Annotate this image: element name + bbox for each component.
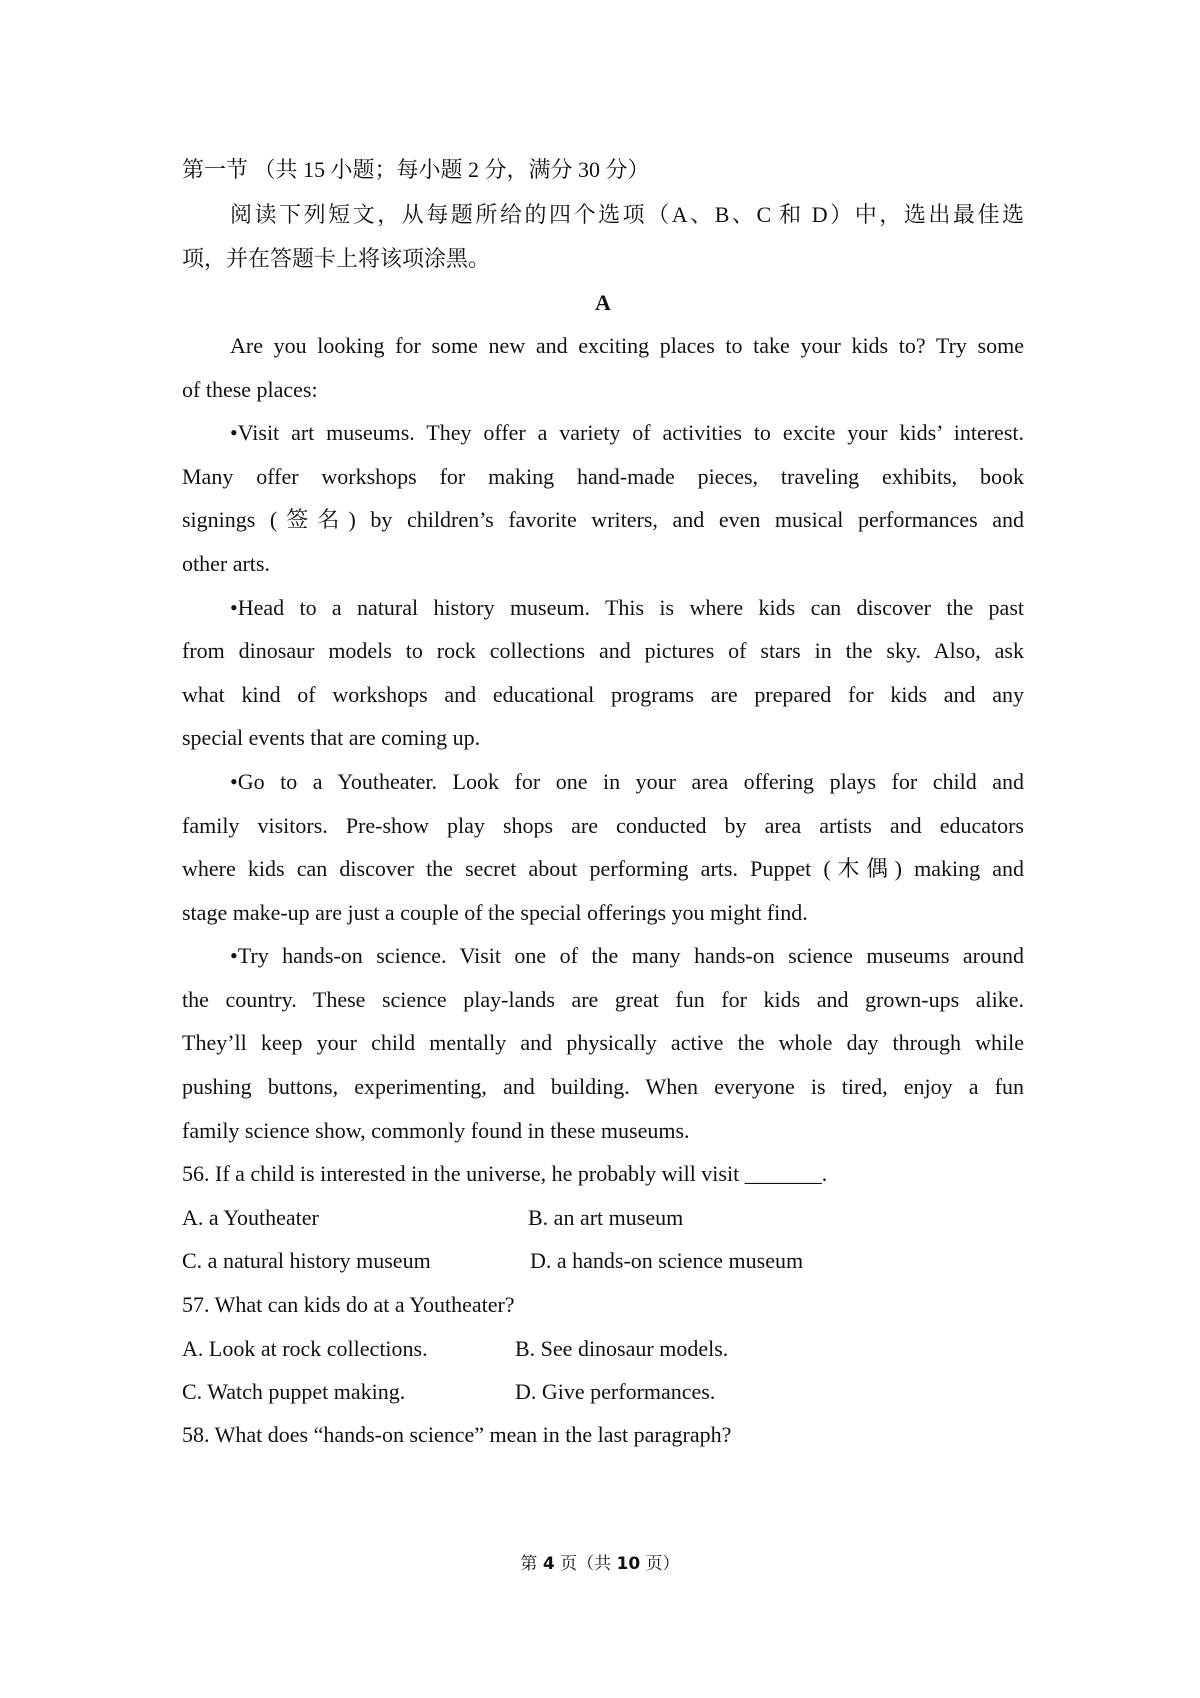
passage-line: •Try hands-on science. Visit one of the many hands-on science museums around <box>230 943 1024 968</box>
passage-line: •Go to a Youtheater. Look for one in your area offering plays for child and <box>230 769 1024 794</box>
footer-suffix: 页） <box>645 1554 680 1574</box>
passage-line: special events that are coming up. <box>182 725 481 750</box>
section-heading: 第一节 （共 15 小题；每小题 2 分，满分 30 分） <box>182 157 650 182</box>
passage-line: where kids can discover the secret about performing arts. Puppet (木偶) making and <box>182 856 1024 881</box>
question-56-option-c: C. a natural history museum <box>182 1248 431 1273</box>
passage-line: other arts. <box>182 551 270 576</box>
instruction-line-2: 项，并在答题卡上将该项涂黑。 <box>182 246 491 271</box>
page-footer <box>0 1552 1200 1576</box>
question-56-option-d: D. a hands-on science museum <box>530 1248 804 1273</box>
passage-line: •Visit art museums. They offer a variety of activities to excite your kids’ interest. <box>230 420 1024 445</box>
passage-line: of these places: <box>182 377 318 402</box>
passage-line: signings (签名) by children’s favorite writers, and even musical performances and <box>182 507 1024 532</box>
passage-line: family visitors. Pre-show play shops are conducted by area artists and educators <box>182 813 1024 838</box>
passage-line: from dinosaur models to rock collections and pictures of stars in the sky. Also, ask <box>182 638 1024 663</box>
passage-line: family science show, commonly found in these museums. <box>182 1118 690 1143</box>
footer-total-pages: 10 <box>616 1554 641 1574</box>
question-57-option-c: C. Watch puppet making. <box>182 1379 406 1404</box>
passage-line: Are you looking for some new and exciting places to take your kids to? Try some <box>230 333 1024 358</box>
passage-line: stage make-up are just a couple of the special offerings you might find. <box>182 900 808 925</box>
footer-middle: 页（共 <box>560 1554 612 1574</box>
footer-prefix: 第 <box>520 1554 538 1574</box>
question-56-option-b: B. an art museum <box>528 1205 684 1230</box>
passage-line: They’ll keep your child mentally and physically active the whole day through while <box>182 1030 1024 1055</box>
question-56-option-a: A. a Youtheater <box>182 1205 319 1230</box>
question-57-option-d: D. Give performances. <box>515 1379 716 1404</box>
question-57-stem: 57. What can kids do at a Youtheater? <box>182 1292 515 1317</box>
question-56-stem: 56. If a child is interested in the universe, he probably will visit _______. <box>182 1161 828 1186</box>
instruction-line-1: 阅读下列短文，从每题所给的四个选项（A、B、C 和 D）中，选出最佳选 <box>230 202 1024 227</box>
footer-page-number: 4 <box>542 1554 555 1574</box>
passage-label: A <box>595 290 611 315</box>
passage-line: the country. These science play-lands are great fun for kids and grown-ups alike. <box>182 987 1024 1012</box>
passage-line: Many offer workshops for making hand-made pieces, traveling exhibits, book <box>182 464 1024 489</box>
question-57-option-b: B. See dinosaur models. <box>515 1336 729 1361</box>
question-57-option-a: A. Look at rock collections. <box>182 1336 428 1361</box>
passage-line: what kind of workshops and educational programs are prepared for kids and any <box>182 682 1024 707</box>
question-58-stem: 58. What does “hands-on science” mean in the last paragraph? <box>182 1422 732 1447</box>
passage-line: pushing buttons, experimenting, and building. When everyone is tired, enjoy a fun <box>182 1074 1024 1099</box>
passage-line: •Head to a natural history museum. This is where kids can discover the past <box>230 595 1024 620</box>
